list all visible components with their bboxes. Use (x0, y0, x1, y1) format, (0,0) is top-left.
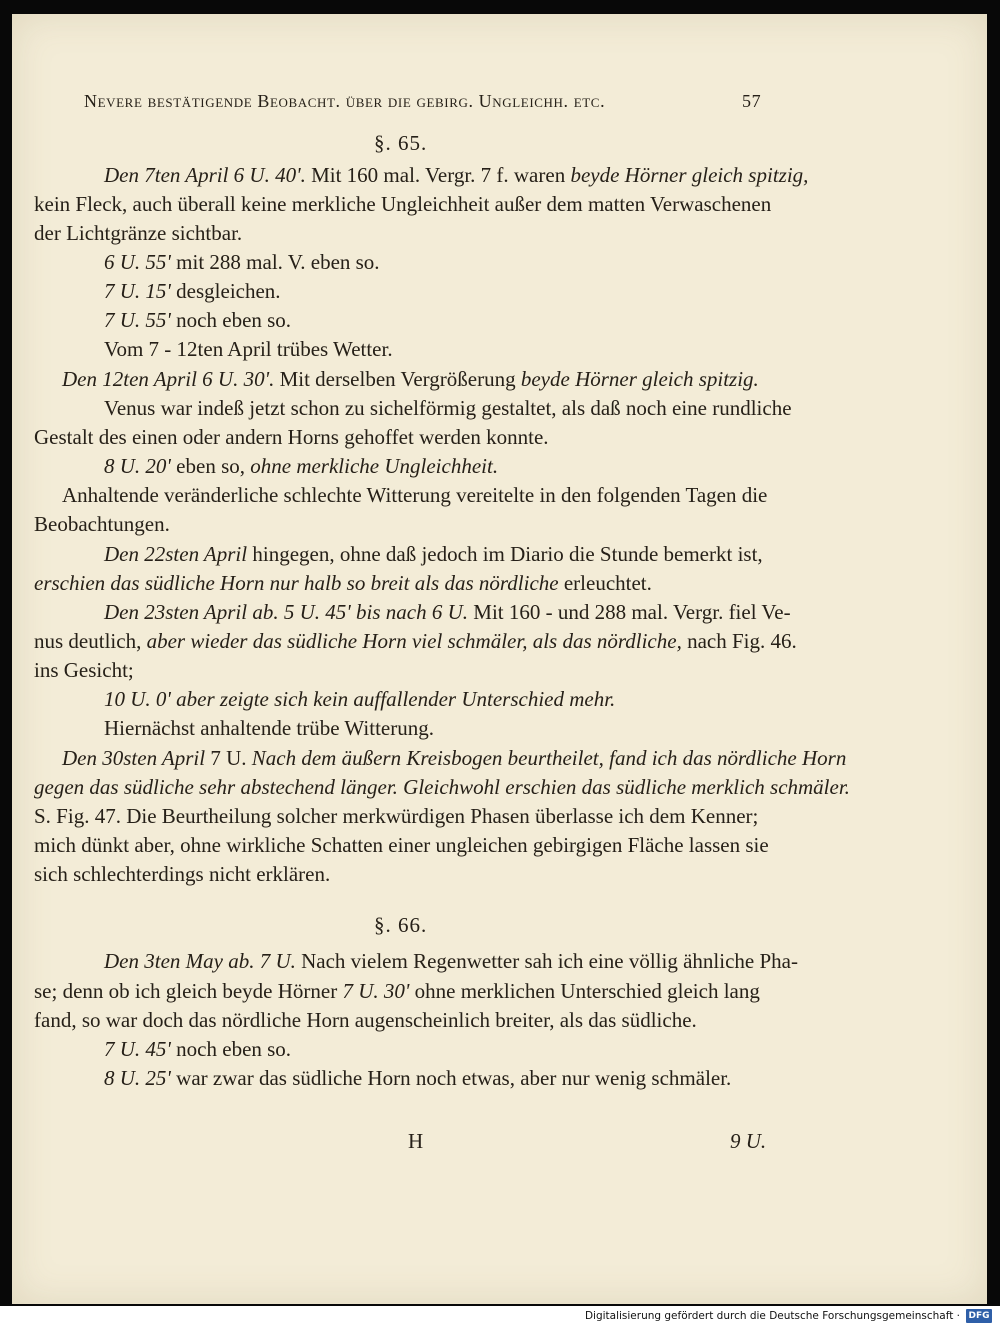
page-number: 57 (742, 91, 762, 111)
text-line: Den 30sten April 7 U. Nach dem äußern Kreisbogen beurtheilet, fand ich das nördliche Horn (62, 746, 847, 770)
text-line: S. Fig. 47. Die Beurtheilung solcher merkwürdigen Phasen überlasse ich dem Kenner; (34, 804, 759, 828)
credit-text: Digitalisierung gefördert durch die Deutsche Forschungsgemeinschaft · (584, 1310, 960, 1322)
text-line: Den 7ten April 6 U. 40'. Mit 160 mal. Vergr. 7 f. waren beyde Hörner gleich spitzig, (104, 163, 809, 187)
text-line: Den 3ten May ab. 7 U. Nach vielem Regenwetter sah ich eine völlig ähnliche Pha- (104, 949, 798, 973)
text-line: Hiernächst anhaltende trübe Witterung. (104, 716, 434, 740)
text-line: kein Fleck, auch überall keine merkliche Ungleichheit außer dem matten Verwaschenen (34, 192, 772, 216)
running-title: Nevere bestätigende Beobacht. über die gebirg. Ungleichh. etc. (84, 91, 606, 111)
text-line: Den 23sten April ab. 5 U. 45' bis nach 6 U. Mit 160 - und 288 mal. Vergr. fiel Ve- (104, 600, 791, 624)
text-line: nus deutlich, aber wieder das südliche Horn viel schmäler, als das nördliche, nach Fig. 46. (34, 629, 797, 653)
text-line: Anhaltende veränderliche schlechte Witterung vereitelte in den folgenden Tagen die (62, 483, 768, 507)
section-66-title: §. 66. (374, 913, 428, 937)
credit-bar (0, 1306, 1000, 1328)
text-line: erschien das südliche Horn nur halb so breit als das nördliche erleuchtet. (34, 571, 652, 595)
catchword: 9 U. (730, 1129, 767, 1153)
text-line: 7 U. 45' noch eben so. (104, 1037, 292, 1061)
dfg-logo: DFG (966, 1309, 992, 1323)
text-line: Den 12ten April 6 U. 30'. Mit derselben Vergrößerung beyde Hörner gleich spitzig. (62, 367, 759, 391)
text-line: mich dünkt aber, ohne wirkliche Schatten einer ungleichen gebirgigen Fläche lassen sie (34, 833, 769, 857)
text-line: 10 U. 0' aber zeigte sich kein auffallender Unterschied mehr. (104, 687, 616, 711)
text-line: 7 U. 55' noch eben so. (104, 308, 292, 332)
text-line: Den 22sten April hingegen, ohne daß jedoch im Diario die Stunde bemerkt ist, (104, 542, 763, 566)
text-line: Vom 7 - 12ten April trübes Wetter. (104, 337, 393, 361)
text-line: sich schlechterdings nicht erklären. (34, 862, 331, 886)
text-line: ins Gesicht; (34, 658, 134, 682)
text-line: Gestalt des einen oder andern Horns gehoffet werden konnte. (34, 425, 549, 449)
text-line: der Lichtgränze sichtbar. (34, 221, 243, 245)
text-line: 8 U. 25' war zwar das südliche Horn noch etwas, aber nur wenig schmäler. (104, 1066, 732, 1090)
text-line: Venus war indeß jetzt schon zu sichelförmig gestaltet, als daß noch eine rundliche (104, 396, 792, 420)
book-page (12, 14, 987, 1304)
text-line: Beobachtungen. (34, 512, 170, 536)
text-line: se; denn ob ich gleich beyde Hörner 7 U. 30' ohne merklichen Unterschied gleich lang (34, 979, 760, 1003)
text-line: 8 U. 20' eben so, ohne merkliche Ungleichheit. (104, 454, 499, 478)
text-line: gegen das südliche sehr abstechend länger. Gleichwohl erschien das südliche merklich schmäler. (34, 775, 850, 799)
text-line: fand, so war doch das nördliche Horn augenscheinlich breiter, als das südliche. (34, 1008, 697, 1032)
text-line: 7 U. 15' desgleichen. (104, 279, 281, 303)
section-65-title: §. 65. (374, 131, 428, 155)
text-line: 6 U. 55' mit 288 mal. V. eben so. (104, 250, 380, 274)
signature-mark: H (408, 1129, 424, 1153)
